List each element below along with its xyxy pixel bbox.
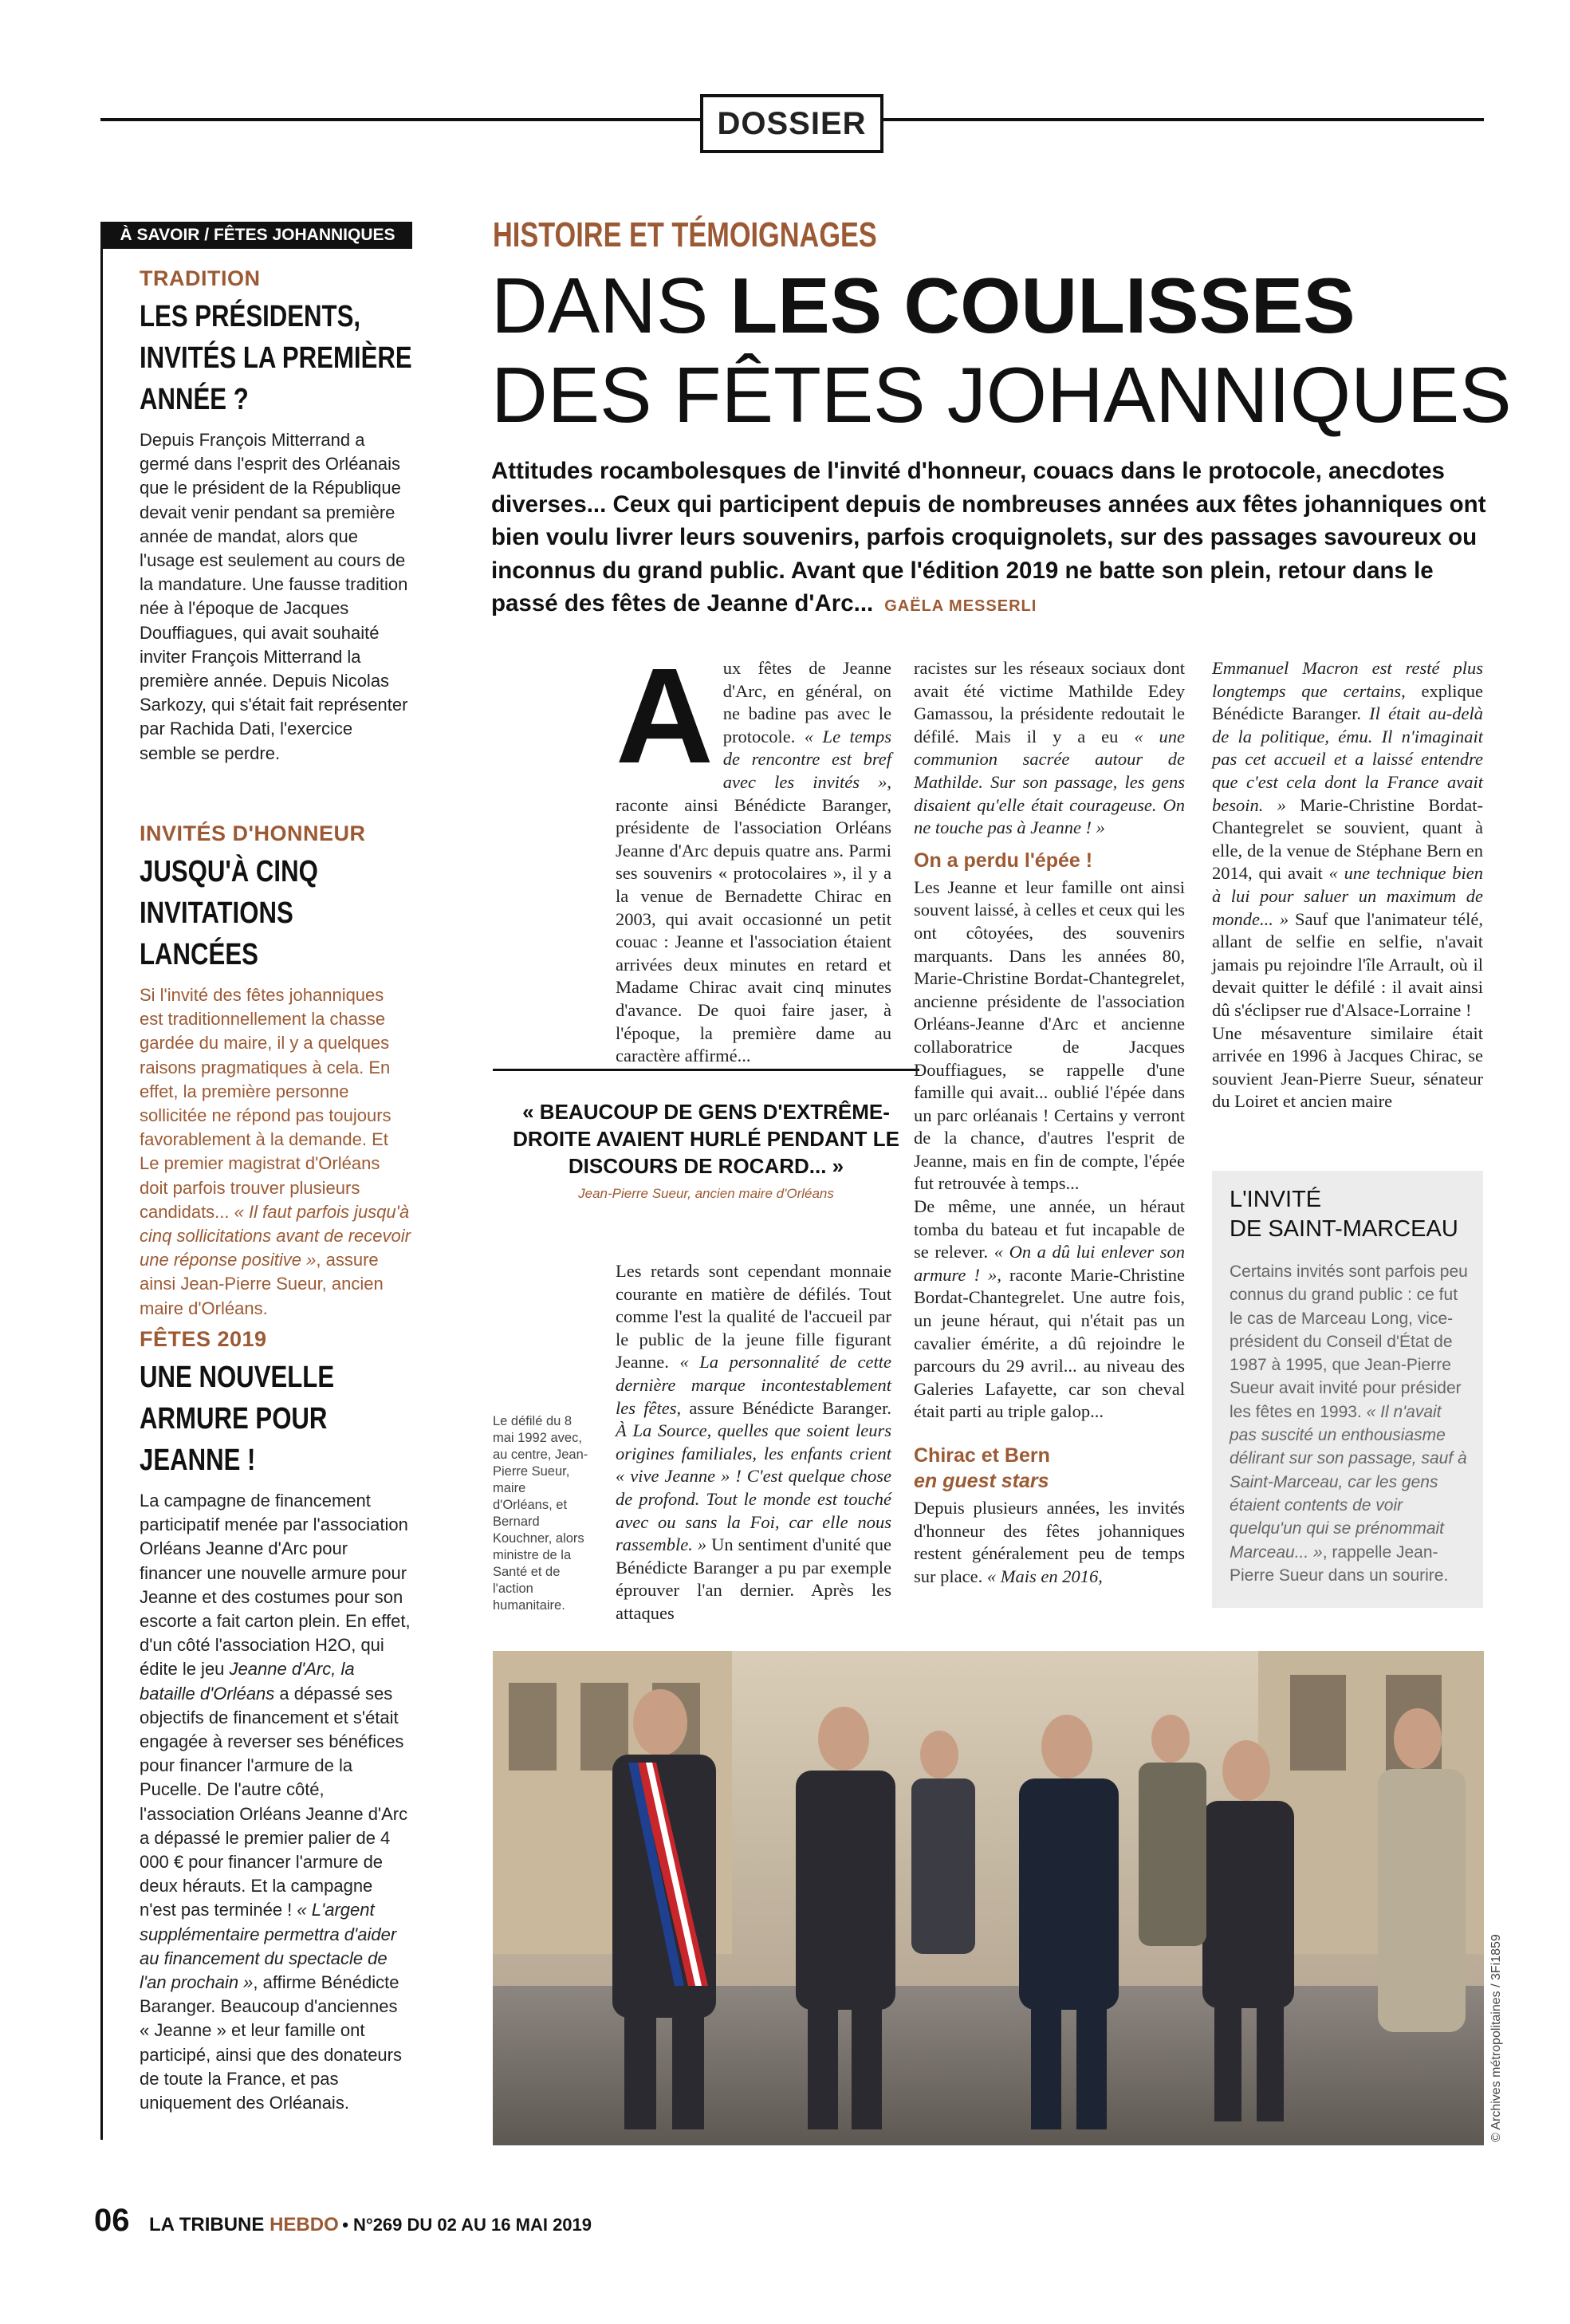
page-footer [94, 2203, 592, 2239]
article-headline: DANS LES COULISSES [491, 262, 1356, 349]
page-number: 06 [94, 2203, 130, 2238]
inset-body: Certains invités sont parfois peu connus du grand public : ce fut le cas de Marceau Long, vice-président du Conseil d'État de 1987 à 1995, que Jean-Pierre Sueur avait invité pour présider les fêtes en 1993. « Il n'avait pas suscité un enthousiasme délirant sur son passage, sauf à Saint-Marceau, car les gens étaient contents de voir quelqu'un qui se prénommait Marceau... », rappelle Jean-Pierre Sueur dans un sourire. [1230, 1262, 1468, 1585]
article-supertitle: HISTOIRE ET TÉMOIGNAGES [493, 215, 877, 254]
sidebar-kicker: TRADITION [140, 266, 261, 290]
article-column-1-lower: Les retards sont cependant monnaie courante en matière de défilés. Tout comme l'est la qualité de l'accueil par le public de la jeune fille figurant Jeanne. « La personnalité de cette dernière marque incontestablement les fêtes, assure Bénédicte Baranger. À La Source, quelles que soient leurs origines familiales, les enfants crient « vive Jeanne » ! C'est quelque chose de profond. Tout le monde est touché avec ou sans la Foi, car elle nous rassemble. » Un sentiment d'unité que Bénédicte Baranger a pu par exemple éprouver l'an dernier. Après les attaques [616, 1261, 892, 1623]
article-column-2: racistes sur les réseaux sociaux dont avait été victime Mathilde Edey Gamassou, la présidente redoutait le défilé. Mais il y a eu « une communion sacrée autour de Mathilde. Sur son passage, les gens disaient qu'elle était courageuse. On ne touche pas à Jeanne ! » On a perdu l'épée ! Les Jeanne et leur famille ont ainsi souvent laissé, à celles et ceux qui les ont côtoyées, des souvenirs marquants. Dans les années 80, Marie-Christine Bordat-Chantegrelet, ancienne présidente de l'association Orléans-Jeanne d'Arc et ancienne collaboratrice de Jacques Douffiagues, se rappelle d'une famille qui avait... oublié l'épée dans un parc orléanais ! Certains y verront de la chance, d'autres l'esprit de Jeanne, mais en fin de compte, l'épée fut retrouvée à temps... De même, une année, un héraut tomba du bateau et fut incapable de se relever. « On a dû lui enlever son armure ! », raconte Marie-Christine Bordat-Chantegrelet. Une autre fois, un jeune héraut, qui n'était pas un cavalier émérite, a dû rejoindre le parcours du 29 avril... au niveau des Galeries Lafayette, car son cheval était parti au triple galop... Chirac et Bern en guest stars Depuis plusieurs années, les invités d'honneur des fêtes johanniques restent généralement peu de temps sur place. « Mais en 2016, [914, 658, 1186, 1586]
pull-quote [493, 1069, 919, 1202]
sidebar-kicker: INVITÉS D'HONNEUR [140, 821, 366, 845]
inset-box [1212, 1171, 1483, 1608]
sidebar-body: Depuis François Mitterrand a germé dans l'esprit des Orléanais que le président de la République devait venir pendant sa première année de mandat, alors que l'usage est seulement au cours de la mandature. Une fausse tradition née à l'époque de Jacques Douffiagues, qui avait souhaité inviter François Mitterrand la première année. Depuis Nicolas Sarkozy, qui s'était fait représenter par Rachida Dati, l'exercice semble se perdre. [140, 430, 408, 763]
article-headline-line2: DES FÊTES JOHANNIQUES [491, 351, 1512, 439]
sidebar-section-fetes-2019 [140, 1327, 411, 2115]
photo-credit: © Archives métropolitaines / 3Fi1859 [1489, 1934, 1503, 2142]
issue-info: • N°269 DU 02 AU 16 MAI 2019 [342, 2215, 592, 2235]
inset-title: L'INVITÉ DE SAINT-MARCEAU [1230, 1187, 1458, 1242]
subhead-epee: On a perdu l'épée ! [914, 849, 1093, 872]
sidebar-quote: « Il faut parfois jusqu'à cinq sollicitations avant de recevoir une réponse positive » [140, 1201, 411, 1270]
parade-photo [493, 1651, 1484, 2145]
author-byline: GAËLA MESSERLI [884, 597, 1037, 615]
sidebar-title: UNE NOUVELLE ARMURE POUR JEANNE ! [140, 1361, 335, 1477]
sidebar-tag: À SAVOIR / FÊTES JOHANNIQUES [103, 222, 412, 249]
section-label: DOSSIER [700, 94, 883, 153]
subhead-chirac-bern: Chirac et Bern en guest stars [914, 1444, 1050, 1492]
sidebar-section-tradition [140, 266, 411, 766]
article-column-1: Aux fêtes de Jeanne d'Arc, en général, on ne badine pas avec le protocole. « Le temps de rencontre est bref avec les invités », raconte ainsi Bénédicte Baranger, présidente de l'association Orléans Jeanne d'Arc depuis quatre ans. Parmi ses souvenirs « protocolaires », il y a la venue de Bernadette Chirac en 2003, qui avait occasionné un petit couac : Jeanne et l'association étaient arrivées deux minutes en retard et Madame Chirac avait cinq minutes d'avance. De quoi faire jaser, à l'époque, la première dame au caractère affirmé... [616, 640, 892, 1066]
sidebar-title: JUSQU'À CINQ INVITATIONS LANCÉES [140, 855, 318, 971]
publication-name: LA TRIBUNE HEBDO [148, 2214, 339, 2235]
sidebar-title: LES PRÉSIDENTS, INVITÉS LA PREMIÈRE ANNÉE ? [140, 300, 412, 416]
sidebar [100, 222, 412, 2140]
pull-quote-attribution: Jean-Pierre Sueur, ancien maire d'Orléans [578, 1186, 834, 1201]
drop-cap: A [616, 640, 714, 792]
sidebar-body: Si l'invité des fêtes johanniques est traditionnellement la chasse gardée du maire, il y a quelques raisons pragmatiques à cela. En effet, la première personne sollicitée ne répond pas toujours favorablement à la demande. Et Le premier magistrat d'Orléans doit parfois trouver plusieurs candidats... « Il faut parfois jusqu'à cinq sollicitations avant de recevoir une réponse positive », assure ainsi Jean-Pierre Sueur, ancien maire d'Orléans. [140, 985, 411, 1318]
article-standfirst: Attitudes rocambolesques de l'invité d'honneur, couacs dans le protocole, anecdotes diverses... Ceux qui participent depuis de nombreuses années aux fêtes johanniques ont bien voulu livrer leurs souvenirs, parfois croquignolets, sur des passages savoureux ou inconnus du grand public. Avant que l'édition 2019 ne batte son plein, retour dans le passé des fêtes de Jeanne d'Arc... GAËLA MESSERLI [491, 458, 1486, 616]
pull-quote-text: « BEAUCOUP DE GENS D'EXTRÊME-DROITE AVAIENT HURLÉ PENDANT LE DISCOURS DE ROCARD... » [513, 1100, 899, 1178]
article-column-3: Emmanuel Macron est resté plus longtemps que certains, explique Bénédicte Baranger. Il était au-delà de la politique, ému. Il n'imaginait pas cet accueil et a laissé entendre que c'est cela dont la France avait besoin. » Marie-Christine Bordat-Chantegrelet se souvient, quant à elle, de la venue de Stéphane Bern en 2014, qui avait « une technique bien à lui pour saluer un maximum de monde... » Sauf que l'animateur télé, allant de selfie en selfie, n'avait jamais pu rejoindre l'île Arrault, où il devait quitter le défilé : il avait ainsi dû s'éclipser rue d'Alsace-Lorraine ! Une mésaventure similaire était arrivée en 1996 à Jacques Chirac, se souvient Jean-Pierre Sueur, sénateur du Loiret et ancien maire [1212, 658, 1484, 1112]
quote-rule [493, 1069, 919, 1071]
sidebar-body: La campagne de financement participatif menée par l'association Orléans Jeanne d'Arc pour financer une nouvelle armure pour Jeanne et des costumes pour son escorte a fait carton plein. En effet, d'un côté l'association H2O, qui édite le jeu Jeanne d'Arc, la bataille d'Orléans a dépassé ses objectifs de financement et s'était engagée à reverser ses bénéfices pour financer l'armure de la Pucelle. De l'autre côté, l'association Orléans Jeanne d'Arc a dépassé le premier palier de 4 000 € pour financer l'armure de deux hérauts. Et la campagne n'est pas terminée ! « L'argent supplémentaire permettra d'aider au financement du spectacle de l'an prochain », affirme Bénédicte Baranger. Beaucoup d'anciennes « Jeanne » et leur famille ont participé, ainsi que des donateurs de toute la France, et pas uniquement des Orléanais. [140, 1491, 411, 2113]
sidebar-section-invites [140, 821, 411, 1321]
sidebar-kicker: FÊTES 2019 [140, 1327, 267, 1351]
photo-caption: Le défilé du 8 mai 1992 avec, au centre, Jean-Pierre Sueur, maire d'Orléans, et Bernard Kouchner, alors ministre de la Santé et de l'action humanitaire. [493, 1414, 588, 1613]
